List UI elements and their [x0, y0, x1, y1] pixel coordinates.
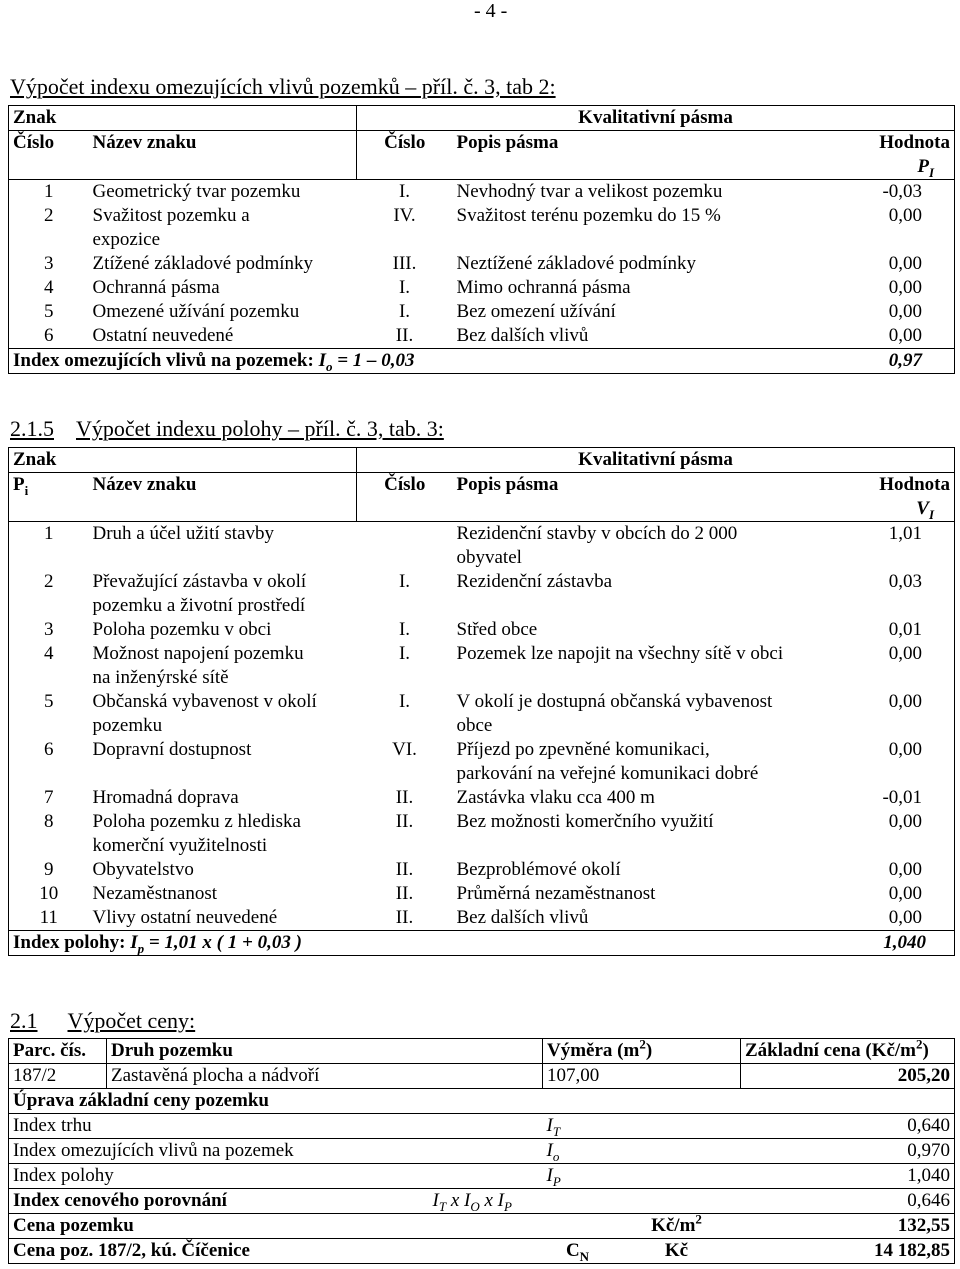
hdr-hodnota: Hodnota	[879, 132, 951, 153]
index-cenoveho-porovnani-formula: $I_T$ x $I_O$ x $I_P$	[423, 1189, 741, 1214]
row-code: I.	[398, 181, 411, 202]
row-value: 0,00	[888, 643, 923, 664]
row-value: 1,01	[888, 523, 923, 544]
row-name: Dopravní dostupnost	[92, 739, 252, 760]
index-omezujicich-vlivu-total: Index omezujících vlivů na pozemek: $I_o = 1 - 0,03$	[9, 349, 845, 374]
table-row	[9, 252, 955, 276]
table-row	[9, 882, 955, 906]
table-row	[9, 618, 955, 642]
row-description: Zastávka vlaku cca 400 m	[456, 787, 655, 808]
row-description: Bezproblémové okolí	[456, 859, 621, 880]
index-polohy-value: 1,040	[741, 1164, 955, 1189]
hdr-symbol-vi: $V_I$	[845, 497, 955, 522]
row-name: Nezaměstnanost	[92, 883, 218, 904]
row-code: I.	[398, 301, 411, 322]
row-description: Pozemek lze napojit na všechny sítě v obci	[456, 643, 784, 664]
cena-pozemku-label: Cena pozemku	[9, 1214, 613, 1239]
row-number: 5	[44, 301, 54, 322]
table-row	[9, 204, 955, 252]
row-name: Svažitost pozemku a expozice	[92, 205, 250, 250]
row-value: 0,00	[888, 301, 923, 322]
row-name: Převažující zástavba v okolí pozemku a životní prostředí	[92, 571, 307, 616]
vymera-value: 107,00	[543, 1064, 741, 1089]
row-name: Poloha pozemku z hlediska komerční využitelnosti	[92, 811, 301, 856]
row-code: I.	[398, 277, 411, 298]
hdr-vymera: Výměra $(m^2)$	[543, 1039, 741, 1064]
zakladni-cena-value: 205,20	[741, 1064, 955, 1089]
druh-pozemku: Zastavěná plocha a nádvoří	[107, 1064, 543, 1089]
row-number: 11	[39, 907, 58, 928]
row-name: Obyvatelstvo	[92, 859, 194, 880]
row-description: Svažitost terénu pozemku do 15 %	[456, 205, 721, 226]
hdr-nazev-znaku: Název znaku	[92, 474, 197, 495]
row-number: 9	[44, 859, 54, 880]
row-value: 0,00	[888, 691, 923, 712]
row-name: Ochranná pásma	[92, 277, 220, 298]
row-value: 0,00	[888, 325, 923, 346]
cena-pozemku-celkem-value: 14 182,85	[741, 1239, 955, 1264]
cena-pozemku-celkem-symbol: $C_N$	[543, 1239, 613, 1264]
hdr-symbol-pi: $P_I$	[845, 155, 955, 180]
row-name: Omezené užívání pozemku	[92, 301, 300, 322]
hdr-zakladni-cena: Základní cena $(Kč/m^2)$	[741, 1039, 955, 1064]
hdr-kvalitativni-pasma: Kvalitativní pásma	[357, 106, 955, 131]
vypocet-ceny-table	[8, 1038, 955, 1264]
table-row	[9, 906, 955, 931]
row-name: Ztížené základové podmínky	[92, 253, 314, 274]
row-number: 4	[44, 277, 54, 298]
row-value: 0,00	[888, 859, 923, 880]
index-trhu-value: 0,640	[741, 1114, 955, 1139]
hdr-cislo: Číslo	[357, 473, 453, 498]
row-number: 5	[44, 691, 54, 712]
table-row	[9, 642, 955, 690]
hdr-hodnota: Hodnota	[879, 474, 951, 495]
hdr-cislo: Číslo	[13, 132, 55, 153]
row-description: Průměrná nezaměstnanost	[456, 883, 656, 904]
index-trhu-label: Index trhu	[9, 1114, 543, 1139]
table-row	[9, 690, 955, 738]
row-value: -0,03	[882, 181, 923, 202]
index-omezujicich-value: 0,970	[741, 1139, 955, 1164]
index-cenoveho-porovnani-value: 0,646	[741, 1189, 955, 1214]
row-description: Střed obce	[456, 619, 538, 640]
row-code: II.	[395, 907, 414, 928]
row-description: Bez omezení užívání	[456, 301, 616, 322]
table-row	[9, 786, 955, 810]
row-code	[357, 522, 453, 571]
row-code: III.	[392, 253, 417, 274]
index-omezujicich-vlivu-value: 0,97	[845, 349, 955, 374]
row-value: 0,00	[888, 253, 923, 274]
row-description: Bez dalších vlivů	[456, 325, 589, 346]
section3-title: 2.1 Výpočet ceny:	[10, 1008, 196, 1033]
uprava-label: Úprava základní ceny pozemku	[9, 1089, 955, 1114]
row-name: Občanská vybavenost v okolí pozemku	[92, 691, 317, 736]
row-description: Neztížené základové podmínky	[456, 253, 697, 274]
table-row	[9, 858, 955, 882]
table-row	[9, 180, 955, 205]
hdr-popis-pasma: Popis pásma	[456, 132, 559, 153]
hdr-znak: Znak	[9, 106, 357, 131]
table-row	[9, 570, 955, 618]
row-code: I.	[398, 619, 411, 640]
cena-pozemku-celkem-label: Cena poz. 187/2, kú. Číčenice	[9, 1239, 543, 1264]
table-row	[9, 738, 955, 786]
row-description: Bez dalších vlivů	[456, 907, 589, 928]
row-value: -0,01	[882, 787, 923, 808]
index-polohy-table	[8, 447, 955, 956]
hdr-znak: Znak	[9, 448, 357, 473]
row-name: Geometrický tvar pozemku	[92, 181, 301, 202]
row-number: 1	[44, 523, 54, 544]
omezujici-vlivy-table	[8, 105, 955, 374]
cena-pozemku-value: 132,55	[741, 1214, 955, 1239]
index-polohy-symbol: $I_P$	[543, 1164, 741, 1189]
row-value: 0,00	[888, 739, 923, 760]
row-number: 10	[39, 883, 59, 904]
index-polohy-label: Index polohy	[9, 1164, 543, 1189]
row-number: 3	[44, 253, 54, 274]
row-code: II.	[395, 325, 414, 346]
row-description: Mimo ochranná pásma	[456, 277, 631, 298]
row-value: 0,03	[888, 571, 923, 592]
row-code: VI.	[392, 739, 417, 760]
row-number: 2	[44, 571, 54, 592]
hdr-pi: $P_i$	[13, 474, 29, 498]
row-description: Nevhodný tvar a velikost pozemku	[456, 181, 723, 202]
row-value: 0,00	[888, 205, 923, 226]
table-row	[9, 324, 955, 349]
hdr-kvalitativni-pasma: Kvalitativní pásma	[357, 448, 955, 473]
table-row	[9, 276, 955, 300]
index-polohy-value: 1,040	[845, 931, 955, 956]
hdr-nazev-znaku: Název znaku	[92, 132, 197, 153]
row-value: 0,01	[888, 619, 923, 640]
row-name: Hromadná doprava	[92, 787, 239, 808]
row-code: I.	[398, 691, 411, 712]
table-row	[9, 300, 955, 324]
parcel-number: 187/2	[9, 1064, 107, 1089]
row-number: 4	[44, 643, 54, 664]
row-number: 6	[44, 739, 54, 760]
row-description: Příjezd po zpevněné komunikaci, parkování na veřejné komunikaci dobré	[456, 739, 759, 784]
row-description: Bez možnosti komerčního využití	[456, 811, 714, 832]
hdr-cislo-pasma: Číslo	[357, 131, 453, 156]
hdr-popis-pasma: Popis pásma	[456, 474, 559, 495]
table-row	[9, 522, 955, 571]
row-code: II.	[395, 883, 414, 904]
hdr-druh-pozemku: Druh pozemku	[107, 1039, 543, 1064]
row-code: II.	[395, 811, 414, 832]
row-value: 0,00	[888, 277, 923, 298]
row-name: Druh a účel užití stavby	[92, 523, 275, 544]
row-description: Rezidenční stavby v obcích do 2 000 obyvatel	[456, 523, 738, 568]
row-number: 7	[44, 787, 54, 808]
row-number: 2	[44, 205, 54, 226]
row-number: 1	[44, 181, 54, 202]
row-number: 6	[44, 325, 54, 346]
cena-pozemku-celkem-unit: Kč	[613, 1239, 741, 1264]
row-number: 3	[44, 619, 54, 640]
row-code: IV.	[393, 205, 416, 226]
row-description: Rezidenční zástavba	[456, 571, 613, 592]
cena-pozemku-unit: $Kč/m^2$	[613, 1214, 741, 1239]
section2-title: 2.1.5 Výpočet indexu polohy – příl. č. 3, tab. 3:	[10, 416, 444, 441]
row-code: I.	[398, 571, 411, 592]
index-trhu-symbol: $I_T$	[543, 1114, 741, 1139]
row-code: II.	[395, 859, 414, 880]
row-value: 0,00	[888, 907, 923, 928]
hdr-parc-cis: Parc. čís.	[9, 1039, 107, 1064]
table-row	[9, 810, 955, 858]
index-cenoveho-porovnani-label: Index cenového porovnání	[9, 1189, 423, 1214]
row-name: Poloha pozemku v obci	[92, 619, 272, 640]
row-name: Možnost napojení pozemku na inženýrské sítě	[92, 643, 304, 688]
row-description: V okolí je dostupná občanská vybavenost obce	[456, 691, 773, 736]
index-polohy-total: Index polohy: $I_p = 1,01$ x ( 1 + 0,03 )	[9, 931, 845, 956]
row-number: 8	[44, 811, 54, 832]
page-number: - 4 -	[474, 0, 508, 22]
row-name: Vlivy ostatní neuvedené	[92, 907, 278, 928]
row-name: Ostatní neuvedené	[92, 325, 234, 346]
section1-title: Výpočet indexu omezujících vlivů pozemků – příl. č. 3, tab 2:	[10, 74, 556, 99]
row-value: 0,00	[888, 811, 923, 832]
index-omezujicich-symbol: $I_o$	[543, 1139, 741, 1164]
row-value: 0,00	[888, 883, 923, 904]
row-code: I.	[398, 643, 411, 664]
row-code: II.	[395, 787, 414, 808]
index-omezujicich-label: Index omezujících vlivů na pozemek	[9, 1139, 543, 1164]
